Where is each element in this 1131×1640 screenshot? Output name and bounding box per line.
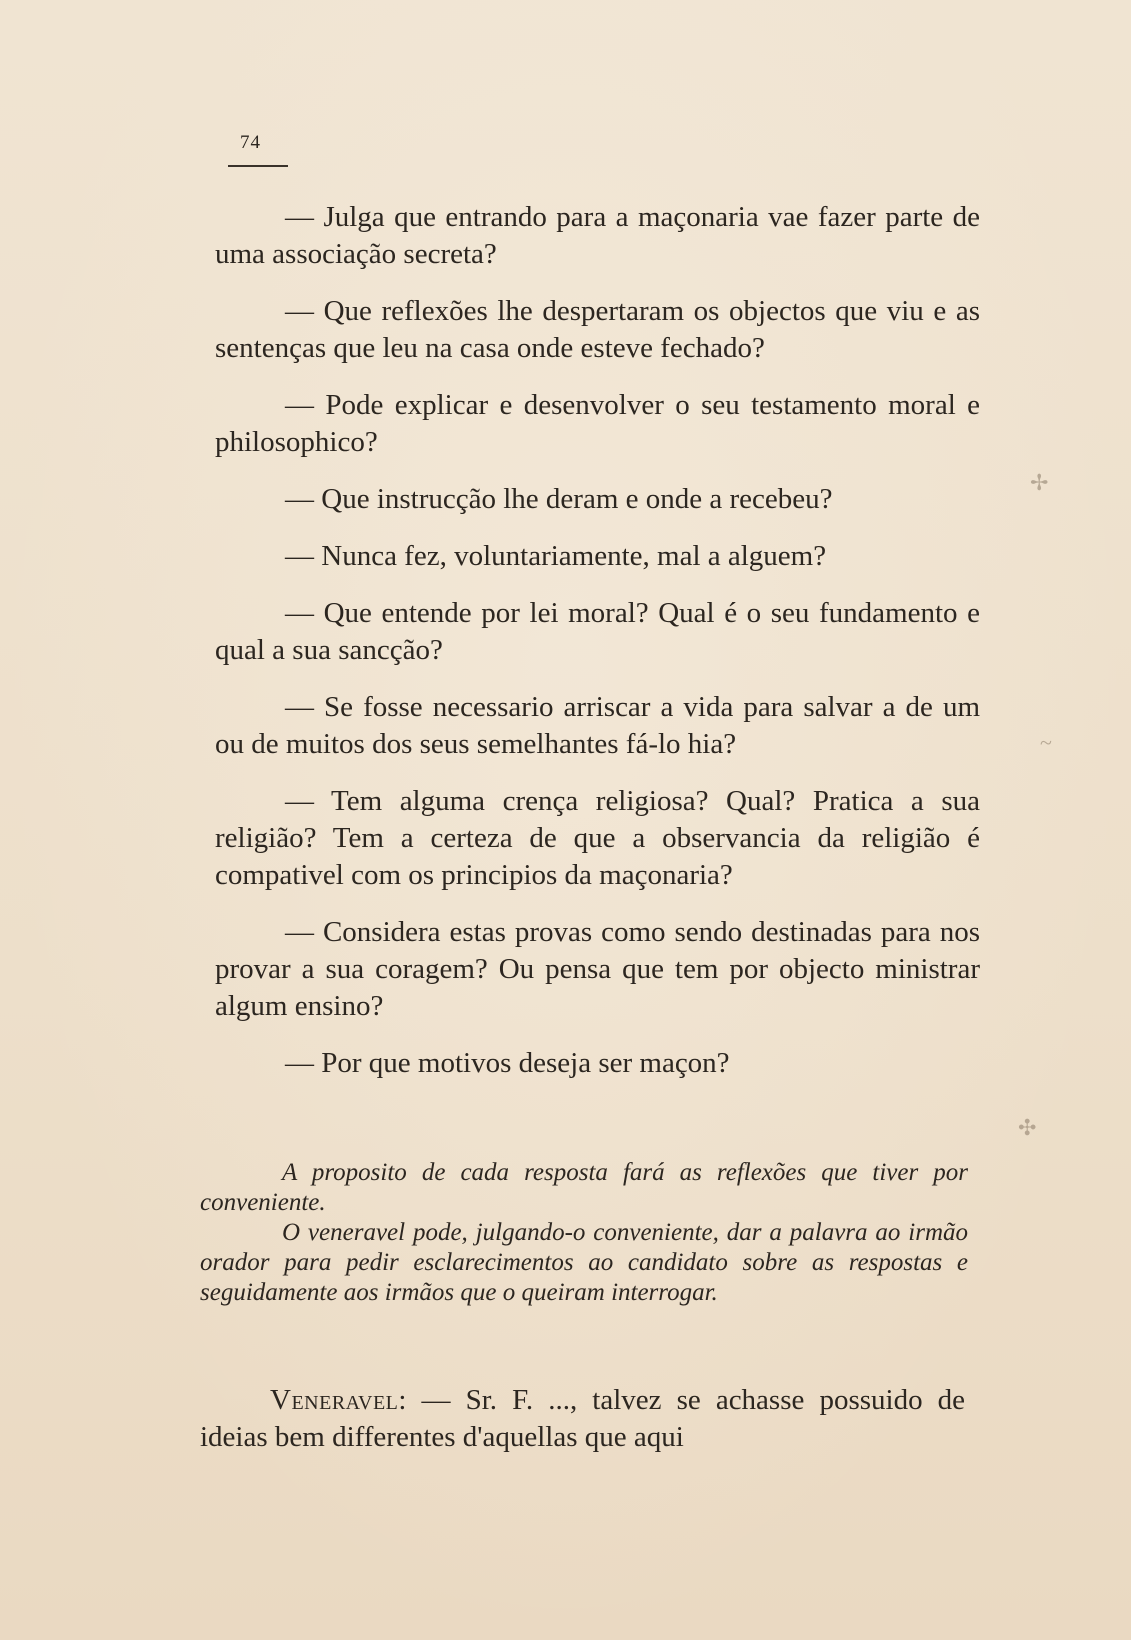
question-paragraph: — Nunca fez, voluntariamente, mal a alguem? — [285, 540, 827, 572]
speech-paragraph — [200, 1382, 965, 1456]
page-number-rule — [228, 165, 288, 167]
question-paragraph: — Considera estas provas como sendo destinadas para nos provar a sua coragem? Ou pensa que tem por objecto ministrar algum ensino? — [215, 916, 980, 1022]
question-paragraph: — Que entende por lei moral? Qual é o seu fundamento e qual a sua sancção? — [215, 597, 980, 666]
question-paragraph: — Que reflexões lhe despertaram os objectos que viu e as sentenças que leu na casa onde esteve fechado? — [215, 295, 980, 364]
speaker-separator: : — — [398, 1384, 466, 1416]
question-paragraph: — Que instrucção lhe deram e onde a recebeu? — [285, 483, 833, 515]
instruction-note: A proposito de cada resposta fará as reflexões que tiver por conveniente. — [200, 1159, 968, 1216]
questions-block — [215, 199, 980, 1102]
speech-text: Sr. F. ..., talvez se achasse possuido de ideias bem differentes d'aquellas que aqui — [200, 1384, 966, 1453]
question-paragraph: — Por que motivos deseja ser maçon? — [285, 1047, 730, 1079]
question-paragraph: — Julga que entrando para a maçonaria vae fazer parte de uma associação secreta? — [215, 201, 980, 270]
instruction-note: O veneravel pode, julgando-o conveniente, dar a palavra ao irmão orador para pedir esclarecimentos ao candidato sobre as respostas e seguidamente aos irmãos que o queiram interrogar. — [200, 1219, 968, 1306]
speaker-name: Veneravel — [270, 1384, 399, 1416]
paper-stain-mark: ✣ — [1018, 1115, 1037, 1140]
question-paragraph: — Pode explicar e desenvolver o seu testamento moral e philosophico? — [215, 389, 980, 458]
instructions-block — [200, 1158, 968, 1308]
question-paragraph: — Tem alguma crença religiosa? Qual? Pratica a sua religião? Tem a certeza de que a observancia da religião é compativel com os principios da maçonaria? — [215, 785, 980, 891]
paper-stain-mark: ~ — [1040, 730, 1052, 755]
paper-stain-mark: ✢ — [1030, 470, 1049, 495]
page-number: 74 — [240, 132, 261, 153]
question-paragraph: — Se fosse necessario arriscar a vida para salvar a de um ou de muitos dos seus semelhantes fá-lo hia? — [215, 691, 980, 760]
